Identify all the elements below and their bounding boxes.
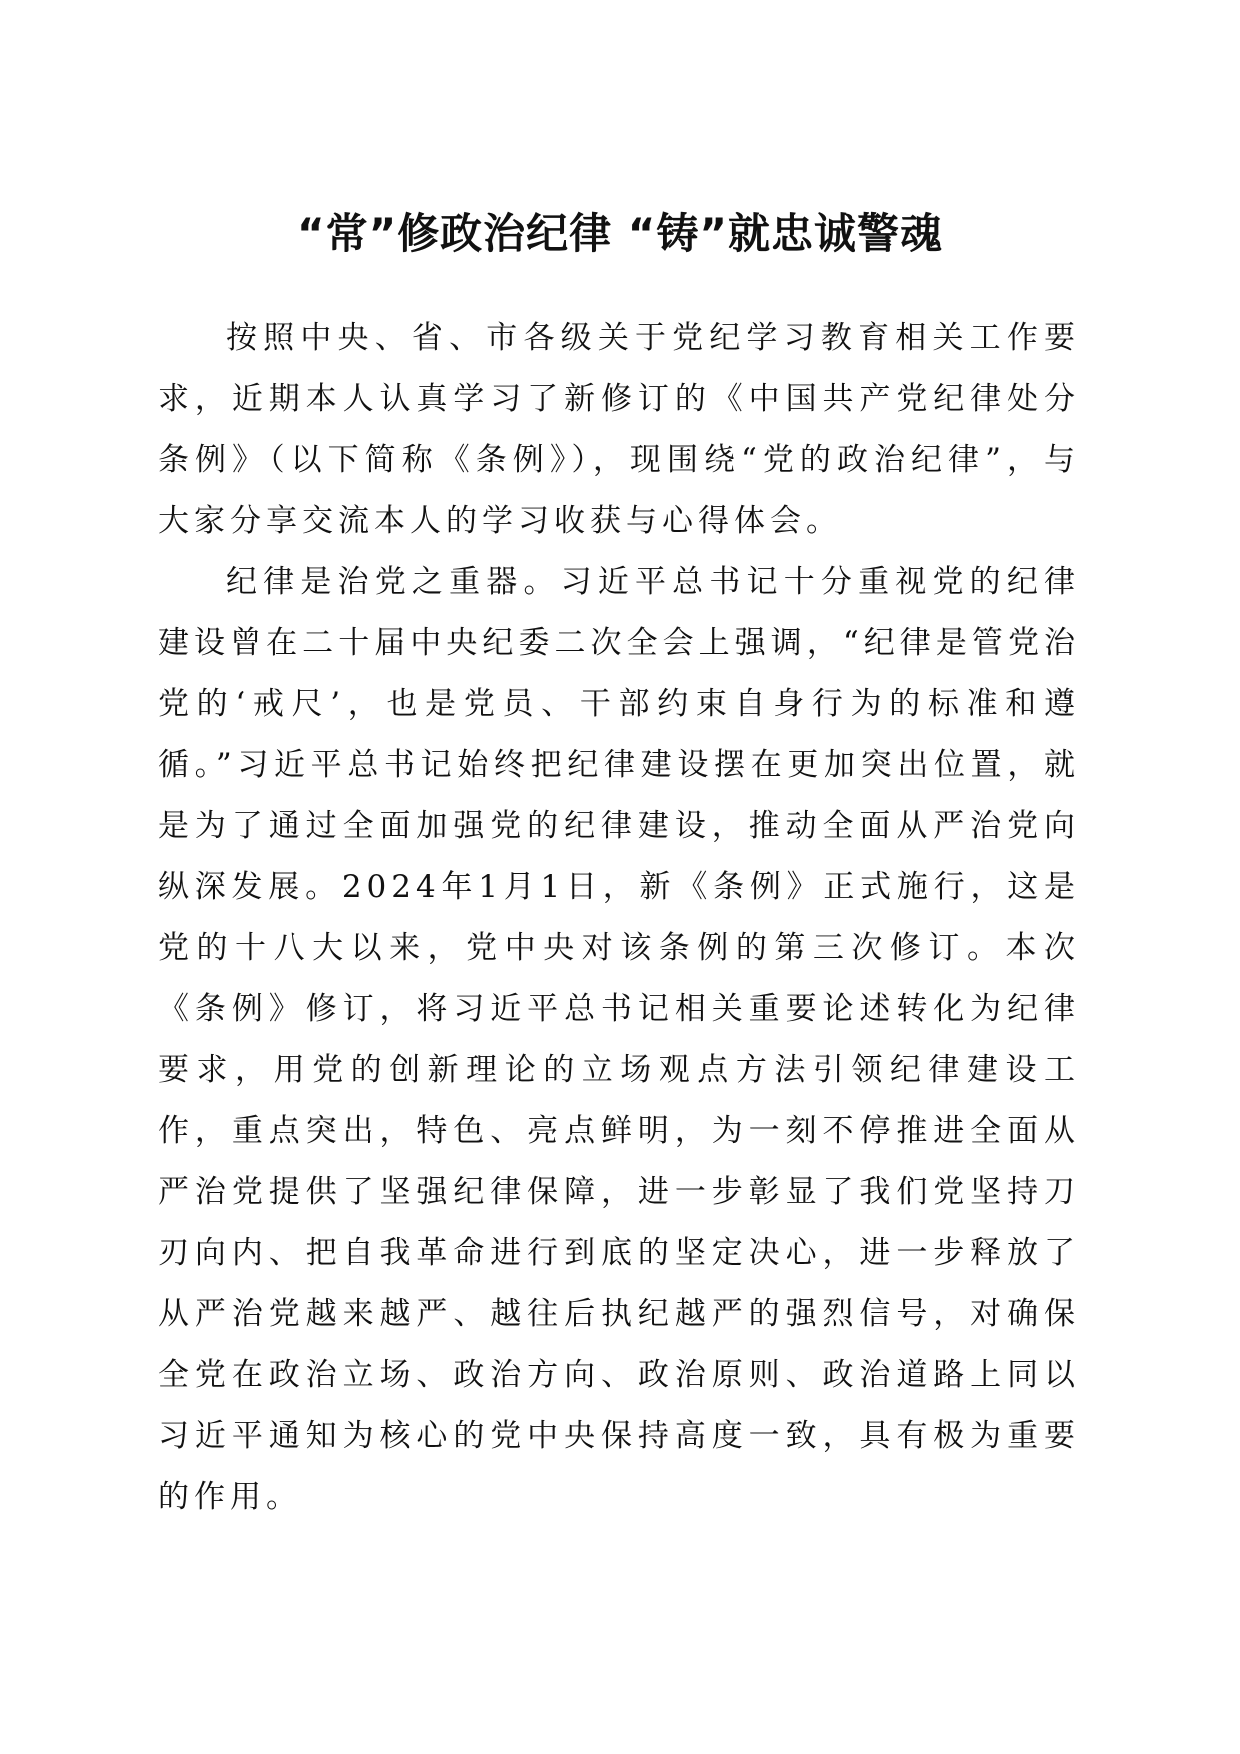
document-body — [158, 308, 1080, 1528]
paragraph-discipline: 纪律是治党之重器。习近平总书记十分重视党的纪律建设曾在二十届中央纪委二次全会上强调，“纪律是管党治党的‘戒尺’，也是党员、干部约束自身行为的标准和遵循。”习近平总书记始终把纪律建设摆在更加突出位置，就是为了通过全面加强党的纪律建设，推动全面从严治党向纵深发展。2024年1月1日，新《条例》正式施行，这是党的十八大以来，党中央对该条例的第三次修订。本次《条例》修订，将习近平总书记相关重要论述转化为纪律要求，用党的创新理论的立场观点方法引领纪律建设工作，重点突出，特色、亮点鲜明，为一刻不停推进全面从严治党提供了坚强纪律保障，进一步彰显了我们党坚持刀刃向内、把自我革命进行到底的坚定决心，进一步释放了从严治党越来越严、越往后执纪越严的强烈信号，对确保全党在政治立场、政治方向、政治原则、政治道路上同以习近平通知为核心的党中央保持高度一致，具有极为重要的作用。 — [158, 564, 1080, 1515]
document-title: “常”修政治纪律 “铸”就忠诚警魂 — [296, 209, 944, 259]
paragraph-intro: 按照中央、省、市各级关于党纪学习教育相关工作要求，近期本人认真学习了新修订的《中国共产党纪律处分条例》（以下简称《条例》），现围绕“党的政治纪律”，与大家分享交流本人的学习收获与心得体会。 — [158, 320, 1080, 539]
